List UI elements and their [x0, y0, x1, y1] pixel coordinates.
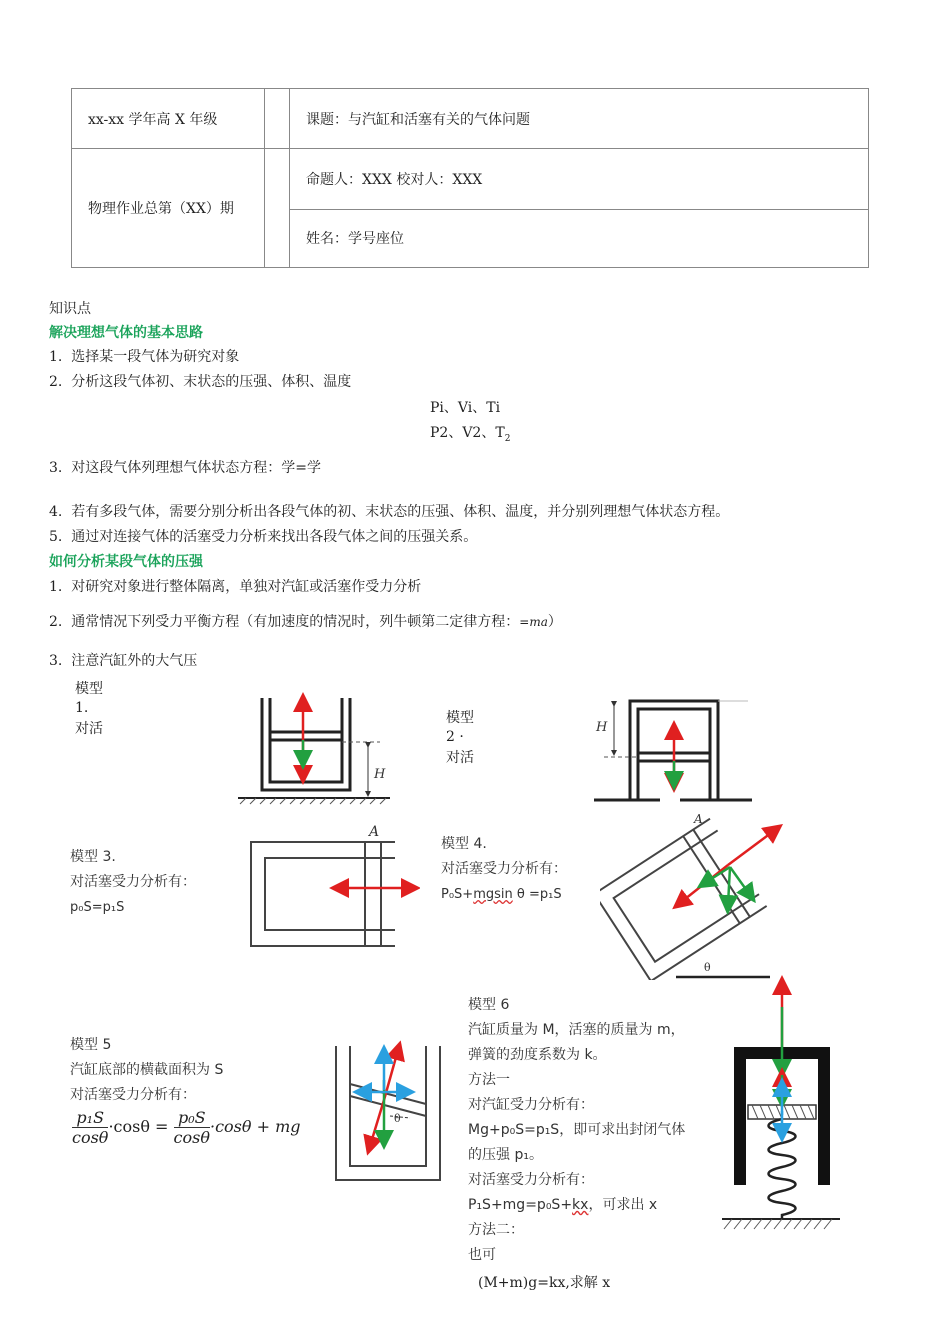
model4-text: 模型 4. 对活塞受力分析有： P₀S+mgsin θ =p₁S — [441, 836, 567, 902]
grade-cell: xx-xx 学年高 X 年级 — [72, 89, 265, 149]
series-cell: 物理作业总第（XX）期 — [72, 149, 265, 268]
knowledge-label: 知识点 — [49, 301, 91, 317]
list-item: 1. 选择某一段气体为研究对象 — [49, 349, 240, 365]
model1-figure — [230, 690, 400, 805]
svg-text:A: A — [694, 812, 703, 826]
list-item: 3. 对这段气体列理想气体状态方程：学=学 — [49, 460, 321, 476]
header-table — [71, 88, 869, 268]
model5-equation: $\frac{\text{p₁S}}{\cos\theta}$ ·cosθ = $\frac{\text{p₀S}}{\cos\theta}$ ·cosθ + mg — [72, 1108, 301, 1147]
section2-title: 如何分析某段气体的压强 — [49, 554, 203, 570]
section1-title: 解决理想气体的基本思路 — [49, 325, 203, 341]
model5-text: 模型 5 汽缸底部的横截面积为 S 对活塞受力分析有： — [70, 1037, 224, 1103]
list-item: 1. 对研究对象进行整体隔离，单独对汽缸或活塞作受力分析 — [49, 579, 422, 595]
svg-text:θ: θ — [704, 961, 711, 974]
model4-figure — [600, 805, 785, 980]
model5-figure — [330, 1040, 445, 1185]
svg-text:H: H — [596, 720, 608, 735]
model6-figure — [718, 975, 843, 1240]
model3-figure — [245, 820, 420, 955]
list-item: 3. 注意汽缸外的大气压 — [49, 653, 198, 669]
model6-text: 模型 6 汽缸质量为 M，活塞的质量为 m， 弹簧的劲度系数为 k。 方法一 对汽缸受力分析有： Mg+p₀S=p₁S，即可求出封闭气体 的压强 p₁。 对活塞受力分析有： P₁S+mg=p₀S+kx，可求出 x 方法二： 也可 — [468, 997, 686, 1260]
model1-label: 模型 1. 对活 — [75, 681, 103, 737]
model2-label: 模型 2 · 对活 — [446, 710, 474, 766]
student-cell: 姓名：学号座位 — [290, 209, 869, 267]
list-item: 2. 通常情况下列受力平衡方程（有加速度的情况时，列牛顿第二定律方程：=ma） — [49, 614, 562, 630]
svg-text:A: A — [369, 824, 380, 840]
list-item: 5. 通过对连接气体的活塞受力分析来找出各段气体之间的压强关系。 — [49, 529, 478, 545]
model3-text: 模型 3. 对活塞受力分析有： p₀S=p₁S — [70, 849, 196, 915]
svg-text:H: H — [374, 767, 386, 782]
svg-text:θ: θ — [394, 1112, 401, 1125]
list-item: 4. 若有多段气体，需要分别分析出各段气体的初、末状态的压强、体积、温度，并分别列理想气体状态方程。 — [49, 504, 730, 520]
state-final: P2、V2、$T_2$ — [430, 425, 511, 444]
state-initial: Pi、Vi、Ti — [430, 400, 501, 416]
authors-cell: 命题人：XXX 校对人：XXX — [290, 149, 869, 209]
model2-figure — [590, 695, 760, 805]
model6-method2-eq: (M+m)g=kx,求解 x — [478, 1275, 611, 1291]
list-item: 2. 分析这段气体初、末状态的压强、体积、温度 — [49, 374, 352, 390]
topic-cell: 课题：与汽缸和活塞有关的气体问题 — [290, 89, 869, 149]
